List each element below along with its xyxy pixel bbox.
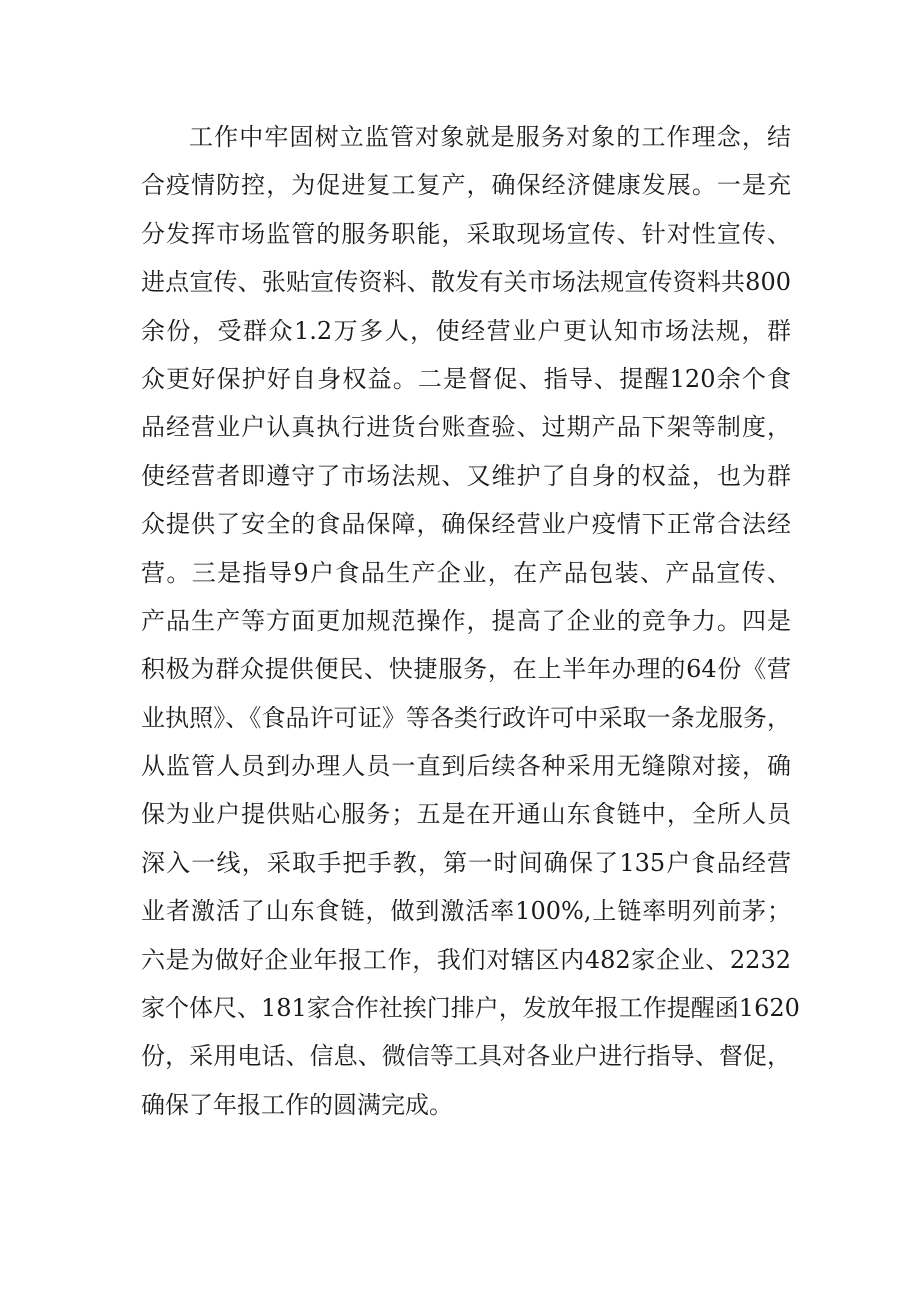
paragraph-line: 确保了年报工作的圆满完成。 — [141, 1090, 453, 1119]
paragraph-line: 使经营者即遵守了市场法规、又维护了自身的权益，也为群 — [141, 461, 791, 490]
paragraph-line: 分发挥市场监管的服务职能，采取现场宣传、针对性宣传、 — [141, 219, 791, 248]
paragraph-line: 业者激活了山东食链，做到激活率100%,上链率明列前茅； — [141, 897, 791, 926]
paragraph-line: 众更好保护好自身权益。二是督促、指导、提醒120余个食 — [141, 364, 791, 393]
paragraph-line: 品经营业户认真执行进货台账查验、过期产品下架等制度， — [141, 413, 791, 442]
paragraph-line: 余份，受群众1.2万多人，使经营业户更认知市场法规，群 — [141, 316, 791, 345]
paragraph-line: 营。三是指导9户食品生产企业，在产品包装、产品宣传、 — [141, 558, 791, 587]
paragraph-line: 六是为做好企业年报工作，我们对辖区内482家企业、2232 — [141, 945, 791, 974]
paragraph-line: 众提供了安全的食品保障，确保经营业户疫情下正常合法经 — [141, 510, 791, 539]
paragraph-line: 工作中牢固树立监管对象就是服务对象的工作理念，结 — [189, 123, 791, 151]
paragraph-line: 业执照》、《食品许可证》等各类行政许可中采取一条龙服务， — [141, 703, 791, 732]
paragraph-line: 保为业户提供贴心服务；五是在开通山东食链中，全所人员 — [141, 800, 791, 829]
paragraph-line: 产品生产等方面更加规范操作，提高了企业的竞争力。四是 — [141, 606, 791, 635]
body-paragraph — [141, 113, 800, 1129]
paragraph-line: 合疫情防控，为促进复工复产，确保经济健康发展。一是充 — [141, 171, 791, 200]
paragraph-line: 深入一线，采取手把手教，第一时间确保了135户食品经营 — [141, 848, 791, 877]
paragraph-line: 从监管人员到办理人员一直到后续各种采用无缝隙对接，确 — [141, 752, 791, 781]
paragraph-line: 家个体尺、181家合作社挨门排户，发放年报工作提醒函1620 — [141, 994, 800, 1023]
paragraph-line: 进点宣传、张贴宣传资料、散发有关市场法规宣传资料共800 — [141, 268, 791, 297]
paragraph-line: 积极为群众提供便民、快捷服务，在上半年办理的64份《营 — [141, 655, 791, 684]
paragraph-line: 份，采用电话、信息、微信等工具对各业户进行指导、督促， — [141, 1042, 791, 1071]
